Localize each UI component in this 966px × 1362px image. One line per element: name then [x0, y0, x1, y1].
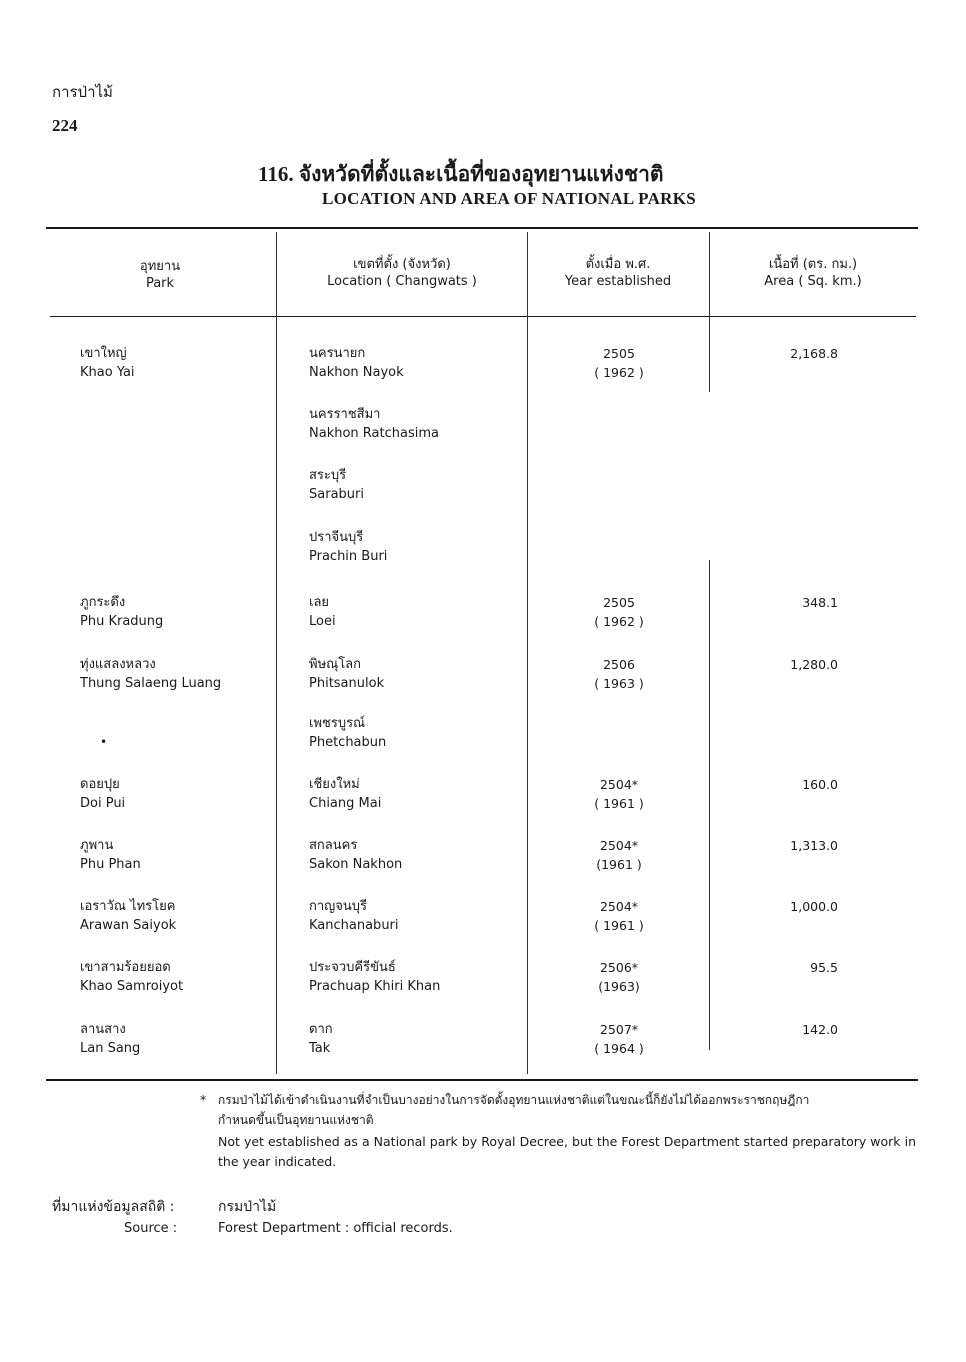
year-established: 2506 ( 1963 ) — [594, 657, 644, 691]
area-value: 95.5 — [810, 960, 838, 975]
column-divider — [709, 232, 710, 392]
footnote — [200, 1090, 916, 1172]
source-value-english: Forest Department : official records. — [218, 1221, 453, 1236]
park-name: ลานสาง Lan Sang — [80, 1022, 141, 1056]
year-established: 2506* (1963) — [598, 960, 640, 994]
footnote-marker: * — [200, 1092, 207, 1107]
column-divider — [527, 232, 528, 1074]
table-title-thai: 116. จังหวัดที่ตั้งและเนื้อที่ของอุทยานแห่งชาติ — [258, 162, 664, 186]
area-value: 348.1 — [802, 595, 838, 610]
column-header-park: อุทยาน Park — [139, 259, 181, 291]
column-header-area: เนื้อที่ (ตร. กม.) Area ( Sq. km.) — [764, 257, 862, 289]
location: พิษณุโลก Phitsanulok — [309, 657, 385, 691]
park-name: เอราวัณ ไทรโยค Arawan Saiyok — [80, 899, 177, 933]
top-rule — [46, 227, 918, 229]
year-established: 2505 ( 1962 ) — [594, 346, 644, 380]
source-label-english: Source : — [124, 1221, 178, 1236]
section-header: การป่าไม้ — [52, 83, 113, 101]
location: เชียงใหม่ Chiang Mai — [309, 777, 382, 811]
source-value-thai: กรมป่าไม้ — [218, 1199, 277, 1215]
footnote-english: Not yet established as a National park by Royal Decree, but the Forest Department started preparatory work in the year indicated. — [218, 1134, 916, 1169]
location: นครราชสีมา Nakhon Ratchasima — [309, 407, 439, 441]
park-name: เขาสามร้อยยอด Khao Samroiyot — [80, 960, 184, 994]
location: กาญจนบุรี Kanchanaburi — [309, 899, 399, 933]
year-established: 2505 ( 1962 ) — [594, 595, 644, 629]
park-name: ภูกระดึง Phu Kradung — [80, 595, 164, 629]
location: สกลนคร Sakon Nakhon — [309, 838, 403, 872]
area-value: 1,000.0 — [790, 899, 838, 914]
page-number: 224 — [52, 116, 78, 135]
year-established: 2504* ( 1961 ) — [594, 899, 644, 933]
column-divider — [709, 560, 710, 1050]
park-name: ดอยปุย Doi Pui — [80, 777, 126, 811]
column-header-location: เขตที่ตั้ง (จังหวัด) Location ( Changwats ) — [327, 257, 477, 289]
source-label-thai: ที่มาแห่งข้อมูลสถิติ : — [52, 1199, 175, 1215]
location: ประจวบคีรีขันธ์ Prachuap Khiri Khan — [309, 960, 441, 994]
area-value: 160.0 — [802, 777, 838, 792]
year-established: 2504* ( 1961 ) — [594, 777, 644, 811]
area-value: 142.0 — [802, 1022, 838, 1037]
bottom-rule — [46, 1079, 918, 1081]
year-established: 2504* (1961 ) — [596, 838, 642, 872]
location: ปราจีนบุรี Prachin Buri — [309, 530, 388, 564]
footnote-thai-line1: กรมป่าไม้ได้เข้าดำเนินงานที่จำเป็นบางอย่างในการจัดตั้งอุทยานแห่งชาติแต่ในขณะนี้ก็ยังไม่ได้ออกพระราชกฤษฎีกา — [218, 1093, 810, 1107]
park-name: ภูพาน Phu Phan — [80, 838, 141, 872]
year-established: 2507* ( 1964 ) — [594, 1022, 644, 1056]
column-divider — [276, 232, 277, 1074]
header-rule — [50, 316, 916, 317]
print-speck: • — [100, 735, 108, 749]
location: สระบุรี Saraburi — [309, 468, 364, 502]
column-header-year: ตั้งเมื่อ พ.ศ. Year established — [564, 257, 672, 289]
area-value: 1,313.0 — [790, 838, 838, 853]
location: เพชรบูรณ์ Phetchabun — [309, 716, 387, 750]
area-value: 1,280.0 — [790, 657, 838, 672]
location: ตาก Tak — [309, 1022, 333, 1056]
area-value: 2,168.8 — [790, 346, 838, 361]
table-title-english: LOCATION AND AREA OF NATIONAL PARKS — [322, 189, 696, 208]
park-name: ทุ่งแสลงหลวง Thung Salaeng Luang — [80, 657, 222, 691]
location: เลย Loei — [309, 595, 336, 629]
location: นครนายก Nakhon Nayok — [309, 346, 404, 380]
park-name: เขาใหญ่ Khao Yai — [80, 346, 135, 380]
footnote-thai-line2: กำหนดขึ้นเป็นอุทยานแห่งชาติ — [218, 1113, 374, 1127]
